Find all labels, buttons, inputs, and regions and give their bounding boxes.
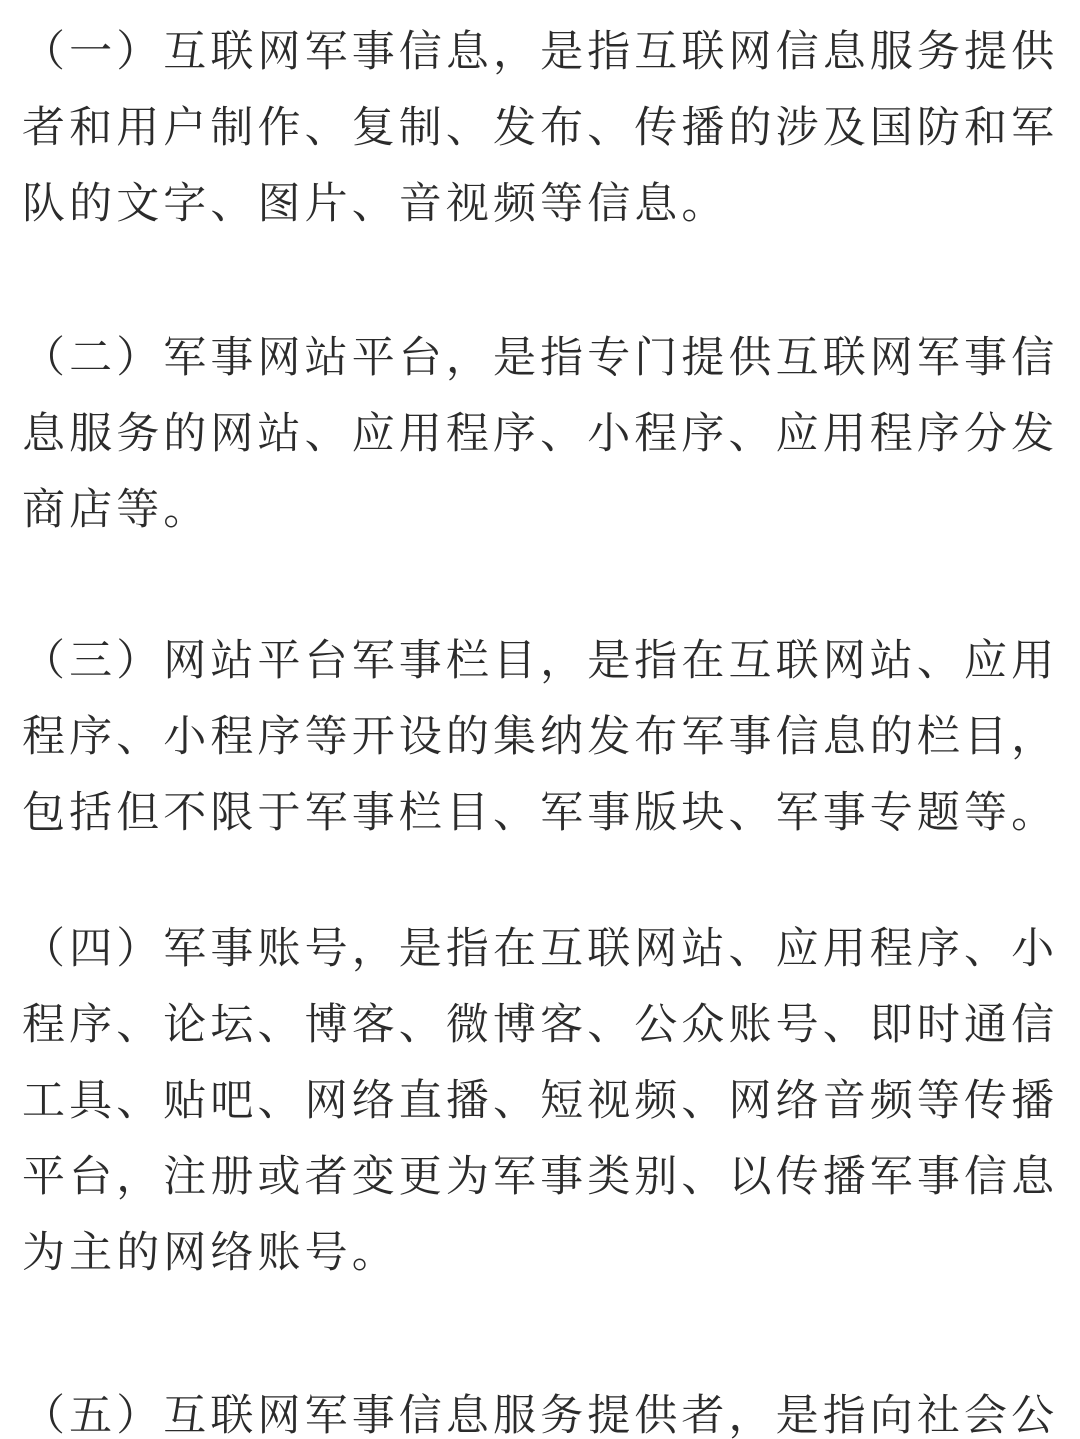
text-line: 包括但不限于军事栏目、军事版块、军事专题等。 [22, 788, 1059, 838]
text-line: 队的文字、图片、音视频等信息。 [22, 179, 729, 229]
text-line: （四）军事账号，是指在互联网站、应用程序、小 [22, 924, 1059, 974]
text-line: （五）互联网军事信息服务提供者，是指向社会公 [22, 1391, 1059, 1439]
paragraph-definition-3 [22, 623, 1058, 851]
text-line: 者和用户制作、复制、发布、传播的涉及国防和军 [22, 103, 1059, 153]
paragraph-definition-4 [22, 911, 1058, 1291]
paragraph-definition-1 [22, 14, 1058, 242]
text-line: 程序、小程序等开设的集纳发布军事信息的栏目， [22, 712, 1059, 762]
text-line: 为主的网络账号。 [22, 1228, 399, 1278]
paragraph-definition-5 [22, 1378, 1058, 1439]
text-line: （三）网站平台军事栏目，是指在互联网站、应用 [22, 636, 1059, 686]
text-line: 平台，注册或者变更为军事类别、以传播军事信息 [22, 1152, 1059, 1202]
text-line: 程序、论坛、博客、微博客、公众账号、即时通信 [22, 1000, 1059, 1050]
text-line: 工具、贴吧、网络直播、短视频、网络音频等传播 [22, 1076, 1059, 1126]
text-line: 商店等。 [22, 485, 211, 535]
text-line: （一）互联网军事信息，是指互联网信息服务提供 [22, 27, 1059, 77]
text-line: （二）军事网站平台，是指专门提供互联网军事信 [22, 333, 1059, 383]
text-line: 息服务的网站、应用程序、小程序、应用程序分发 [22, 409, 1059, 459]
paragraph-definition-2 [22, 320, 1058, 548]
